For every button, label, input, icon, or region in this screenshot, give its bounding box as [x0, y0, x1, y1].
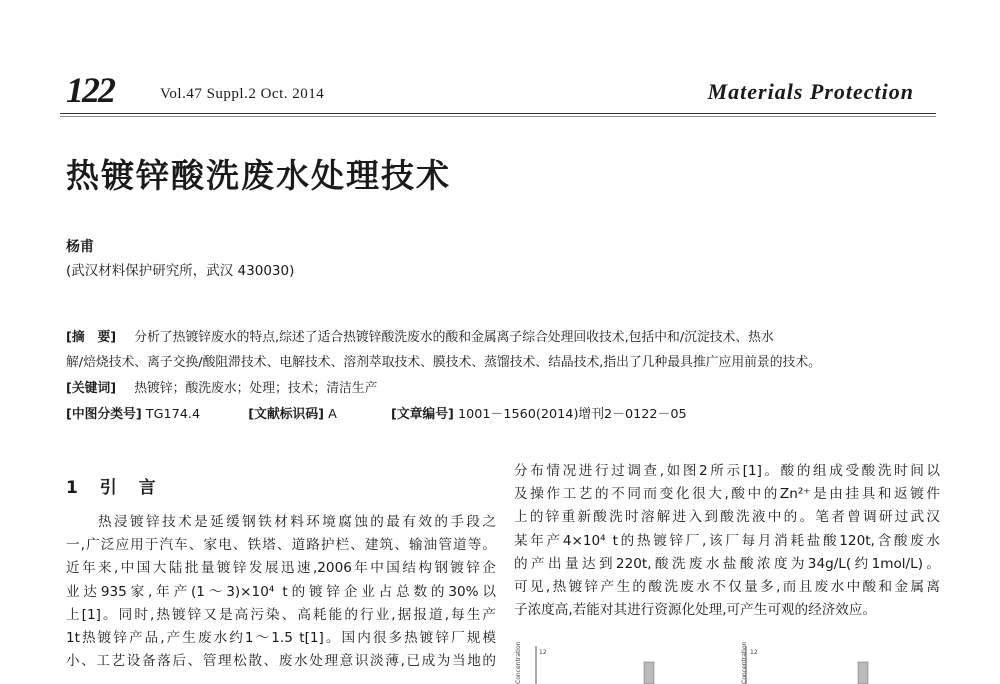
- body-line: 上的锌重新酸洗时溶解进入到酸洗液中的。笔者曾调研过武汉: [514, 509, 940, 526]
- abstract-text-1: 分析了热镀锌废水的特点,综述了适合热镀锌酸洗废水的酸和金属离子综合处理回收技术,包括中和/沉淀技术、热水: [134, 330, 774, 345]
- body-line: 近年来,中国大陆批量镀锌发展迅速,2006年中国结构钢镀锌企: [66, 560, 496, 577]
- author-name: 杨甫: [66, 239, 94, 255]
- right-chart-axis-label: Concentration: [741, 641, 748, 684]
- page-number: 122: [66, 70, 114, 110]
- figure-2-fragment: [514, 640, 940, 684]
- right-chart-bar: [858, 662, 868, 684]
- body-line: 上[1]。同时,热镀锌又是高污染、高耗能的行业,据报道,每生产: [66, 606, 496, 623]
- right-chart-tick-label: 12: [750, 649, 758, 656]
- body-line: 可见,热镀锌产生的酸洗废水不仅量多,而且废水中酸和金属离: [514, 578, 940, 595]
- body-line: 业达935家,年产(1～3)×10⁴ t的镀锌企业占总数的30%以: [66, 583, 496, 600]
- keywords-text: 热镀锌；酸洗废水；处理；技术；清洁生产: [134, 381, 378, 396]
- body-line: 的产出量达到220t,酸洗废水盐酸浓度为34g/L(约1mol/L)。: [514, 555, 940, 572]
- classification-line: [66, 406, 942, 424]
- left-chart-bar: [644, 662, 654, 684]
- clc-value: TG174.4: [145, 407, 201, 422]
- left-chart-axis-label: Concentration: [515, 641, 522, 684]
- left-column-body: [66, 511, 496, 673]
- volume-info: Vol.47 Suppl.2 Oct. 2014: [160, 86, 325, 102]
- header-rule: [60, 113, 936, 114]
- keywords-label: [关键词]: [66, 381, 117, 396]
- doc-code-value: A: [328, 407, 337, 422]
- doc-code-label: [文献标识码]: [248, 407, 324, 422]
- body-line: 热浸镀锌技术是延缓钢铁材料环境腐蚀的最有效的手段之: [66, 514, 496, 530]
- article-number-value: 1001－1560(2014)增刊2－0122－05: [457, 407, 687, 422]
- abstract-line-2: [66, 354, 942, 372]
- body-line: 子浓度高,若能对其进行资源化处理,可产生可观的经济效应。: [514, 602, 877, 619]
- journal-name: Materials Protection: [707, 79, 914, 104]
- clc-label: [中图分类号]: [66, 407, 142, 422]
- right-column-body: [514, 460, 940, 622]
- abstract-text-2: 解/焙烧技术、离子交换/酸阻滞技术、电解技术、溶剂萃取技术、膜技术、蒸馏技术、结晶技术,指出了几种最具推广应用前景的技术。: [66, 355, 821, 370]
- body-line: 及操作工艺的不同而变化很大,酸中的Zn²⁺是由挂具和返镀件: [514, 486, 940, 503]
- left-chart-tick-label: 12: [539, 649, 547, 656]
- article-title: 热镀锌酸洗废水处理技术: [66, 156, 451, 195]
- abstract-label: [摘 要]: [66, 330, 117, 345]
- header-rule-secondary: [60, 116, 936, 117]
- body-line: 1t热镀锌产品,产生废水约1～1.5 t[1]。国内很多热镀锌厂规模: [66, 629, 496, 646]
- section-heading-introduction: 1 引 言: [66, 478, 164, 498]
- body-line: 小、工艺设备落后、管理松散、废水处理意识淡薄,已成为当地的: [66, 653, 496, 670]
- abstract-line-1: [66, 329, 942, 347]
- body-line: 某年产4×10⁴ t的热镀锌厂,该厂每月消耗盐酸120t,含酸废水: [514, 532, 940, 549]
- author-affiliation: (武汉材料保护研究所，武汉 430030): [66, 263, 295, 279]
- keywords-line: [66, 380, 942, 398]
- article-number-label: [文章编号]: [390, 407, 454, 422]
- body-line: 分布情况进行过调查,如图2所示[1]。酸的组成受酸洗时间以: [514, 463, 940, 479]
- body-line: 一,广泛应用于汽车、家电、铁塔、道路护栏、建筑、输油管道等。: [66, 537, 496, 554]
